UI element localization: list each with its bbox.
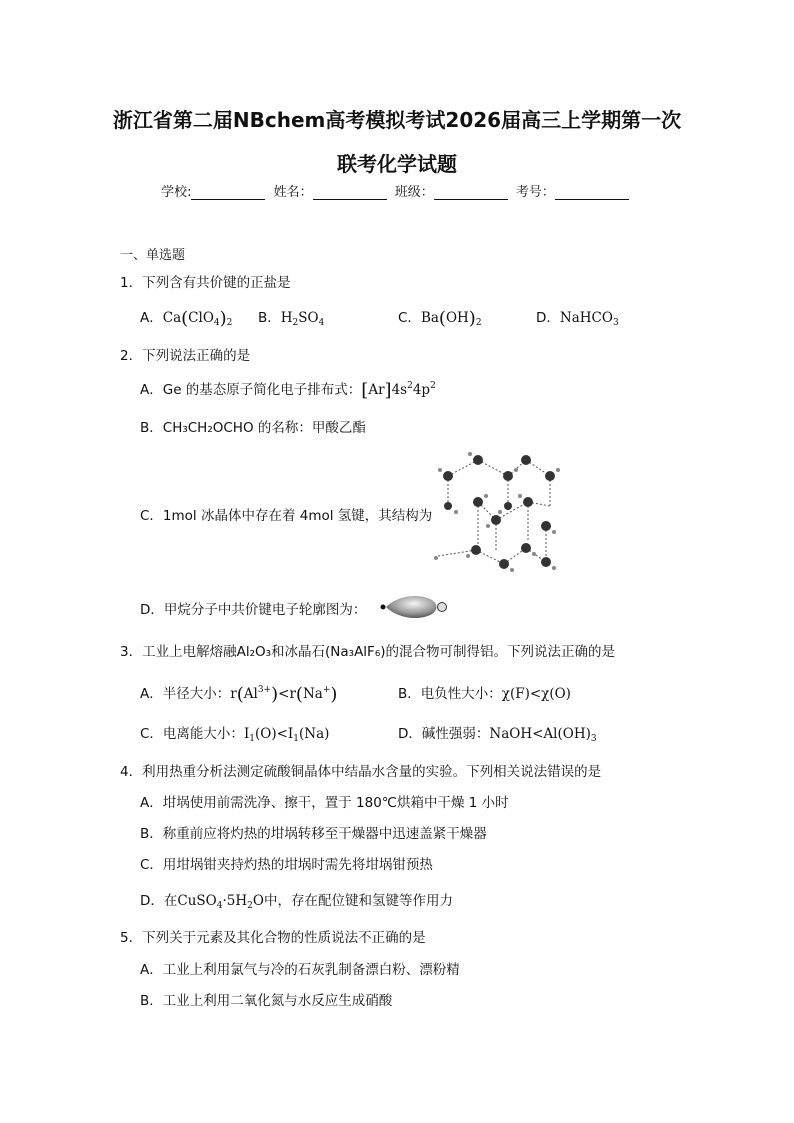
section-heading: 一、单选题 [120, 248, 186, 263]
q4-option-a[interactable]: A．坩埚使用前需洗净、擦干，置于 180℃烘箱中干燥 1 小时 [140, 795, 509, 811]
q4-option-b[interactable]: B．称重前应将灼热的坩埚转移至干燥器中迅速盖紧干燥器 [140, 826, 487, 842]
question-2-stem: 2．下列说法正确的是 [120, 348, 251, 364]
q1-option-b[interactable]: B．$H_2SO_4$ [258, 310, 325, 328]
question-5-stem: 5．下列关于元素及其化合物的性质说法不正确的是 [120, 930, 426, 946]
q3-option-c[interactable]: C．电离能大小：$I_1(O)<I_1(Na)$ [140, 726, 330, 744]
ice-crystal-structure-image [428, 446, 568, 582]
q4-option-c[interactable]: C．用坩埚钳夹持灼热的坩埚时需先将坩埚钳预热 [140, 857, 433, 873]
student-info-row [0, 181, 794, 200]
question-1-stem: 1．下列含有共价键的正盐是 [120, 275, 291, 291]
question-3-stem: 3．工业上电解熔融Al₂O₃和冰晶石(Na₃AlF₆)的混合物可制得铝。下列说法正确的是 [120, 644, 616, 660]
q5-option-a[interactable]: A．工业上利用氯气与冷的石灰乳制备漂白粉、漂粉精 [140, 962, 460, 978]
question-4-stem: 4．利用热重分析法测定硫酸铜晶体中结晶水含量的实验。下列相关说法错误的是 [120, 764, 602, 780]
methane-electron-cloud-image [370, 592, 450, 622]
exam-title-line1: 浙江省第二届NBchem高考模拟考试2026届高三上学期第一次 [112, 108, 682, 132]
q4-option-d[interactable]: D．在$CuSO_4\cdot 5H_2O$中，存在配位键和氢键等作用力 [140, 893, 453, 911]
name-label: 姓名： [273, 185, 313, 200]
name-blank[interactable] [313, 185, 387, 200]
exam-title-line2: 联考化学试题 [337, 152, 457, 176]
q2-option-b[interactable]: B．CH₃CH₂OCHO 的名称：甲酸乙酯 [140, 420, 366, 436]
q3-option-d[interactable]: D．碱性强弱：$NaOH<Al(OH)_3$ [398, 726, 597, 744]
q5-option-b[interactable]: B．工业上利用二氧化氮与水反应生成硝酸 [140, 993, 393, 1009]
q2-option-a[interactable]: A．Ge 的基态原子简化电子排布式：$[Ar]4s^24p^2$ [140, 380, 436, 401]
school-label: 学校: [161, 185, 192, 200]
q3-option-a[interactable]: A．半径大小：$r(Al^{3+})<r(Na^+)$ [140, 684, 338, 705]
q2-option-d[interactable]: D．甲烷分子中共价键电子轮廓图为： [140, 602, 367, 618]
q3-option-b[interactable]: B．电负性大小：χ(F)<χ(O) [398, 686, 571, 702]
q1-option-c[interactable]: C．$Ba(OH)_2$ [398, 308, 482, 329]
number-blank[interactable] [555, 185, 629, 200]
q1-option-a[interactable]: A．$Ca(ClO_4)_2$ [140, 308, 233, 329]
q2-option-c[interactable]: C．1mol 冰晶体中存在着 4mol 氢键，其结构为 [140, 508, 433, 524]
class-label: 班级： [394, 185, 434, 200]
q1-option-d[interactable]: D．NaHCO$_3$ [536, 310, 619, 328]
class-blank[interactable] [434, 185, 508, 200]
number-label: 考号： [515, 185, 555, 200]
school-blank[interactable] [191, 185, 265, 200]
